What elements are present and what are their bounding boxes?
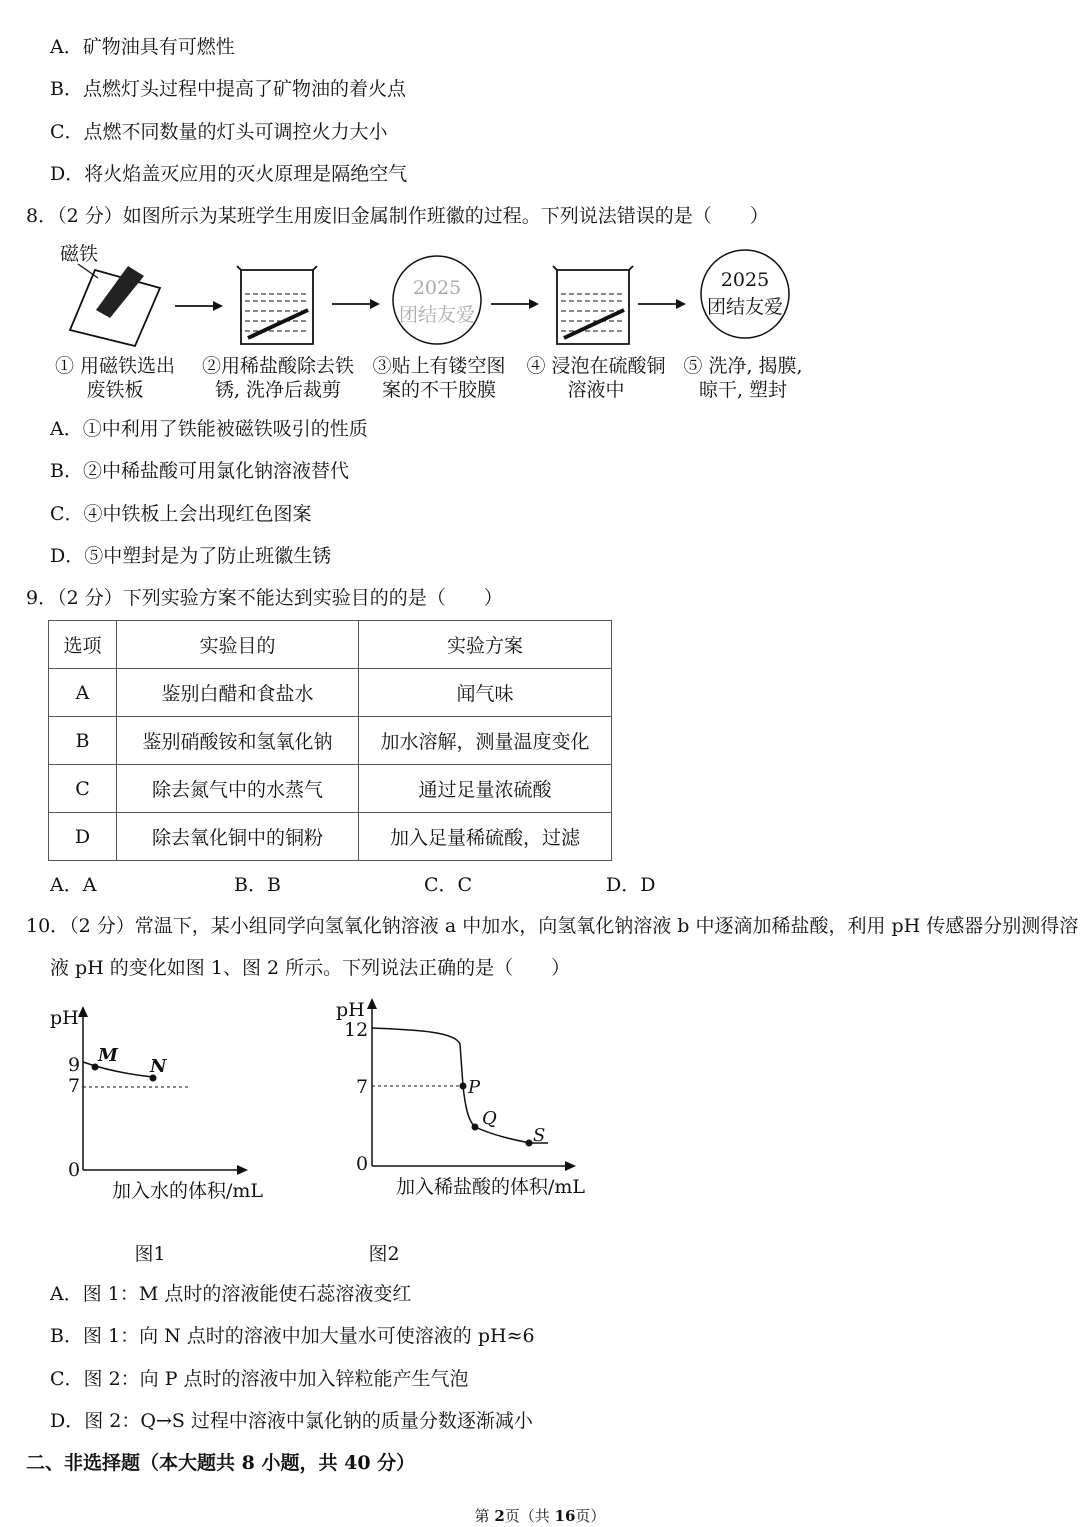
q10-stem-line1: 10．（2 分）常温下，某小组同学向氢氧化钠溶液 a 中加水，向氢氧化钠溶液 b 中逐滴加稀盐酸，利用 pH 传感器分别测得溶	[26, 915, 1079, 937]
q10-option-d: D．图 2：Q→S 过程中溶液中氯化钠的质量分数逐渐减小	[50, 1410, 533, 1432]
table-cell: 加水溶解，测量温度变化	[359, 717, 612, 765]
point-s	[526, 1140, 533, 1147]
x-axis-arrow	[565, 1161, 576, 1171]
y-axis-arrow	[367, 998, 377, 1009]
q10-option-c: C．图 2：向 P 点时的溶液中加入锌粒能产生气泡	[50, 1368, 469, 1390]
q9-table	[48, 620, 612, 861]
q8-option-c: C．④中铁板上会出现红色图案	[50, 503, 312, 525]
table-cell: C	[49, 765, 117, 813]
tick-label: 7	[356, 1076, 369, 1098]
figure-1-chart	[40, 1000, 280, 1210]
q8-process-diagram	[40, 238, 820, 358]
table-cell: B	[49, 717, 117, 765]
q8-step-3: ③贴上有镂空图 案的不干胶膜	[372, 355, 506, 401]
q8-option-b: B．②中稀盐酸可用氯化钠溶液替代	[50, 460, 349, 482]
table-header: 实验方案	[359, 621, 612, 669]
beaker-icon	[237, 266, 317, 344]
table-header-row	[49, 621, 612, 669]
q9-option-a: A．A	[50, 874, 97, 896]
table-header: 实验目的	[117, 621, 359, 669]
x-axis-arrow	[237, 1165, 248, 1175]
q8-step-4: ④ 浸泡在硫酸铜 溶液中	[526, 355, 666, 401]
y-axis-label: pH	[50, 1007, 79, 1029]
q7-option-a: A．矿物油具有可燃性	[50, 36, 235, 58]
table-row	[49, 813, 612, 861]
q8-step-1: ① 用磁铁选出 废铁板	[54, 355, 176, 401]
point-q-label: Q	[482, 1108, 497, 1129]
q8-option-a: A．①中利用了铁能被磁铁吸引的性质	[50, 418, 368, 440]
q9-stem: 9．（2 分）下列实验方案不能达到实验目的的是（ ）	[26, 587, 503, 609]
arrow-icon	[676, 299, 686, 309]
q10-option-a: A．图 1：M 点时的溶液能使石蕊溶液变红	[50, 1283, 412, 1305]
table-cell: 加入足量稀硫酸，过滤	[359, 813, 612, 861]
page-footer: 第 2页（共 16页）	[474, 1507, 606, 1525]
magnet-bar	[96, 266, 144, 318]
q8-option-d: D．⑤中塑封是为了防止班徽生锈	[50, 545, 332, 567]
q9-option-b: B．B	[234, 874, 281, 896]
x-axis-label: 加入稀盐酸的体积/mL	[396, 1176, 586, 1198]
x-axis-label: 加入水的体积/mL	[112, 1180, 264, 1202]
section-2-heading: 二、非选择题（本大题共 8 小题，共 40 分）	[26, 1452, 416, 1474]
badge-text: 团结友爱	[706, 296, 784, 318]
beaker-icon	[553, 266, 633, 344]
finished-badge	[701, 250, 789, 338]
magnet-label: 磁铁	[60, 243, 99, 265]
point-s-label: S	[533, 1125, 546, 1146]
q8-stem: 8．（2 分）如图所示为某班学生用废旧金属制作班徽的过程。下列说法错误的是（ ）	[26, 205, 769, 227]
q9-option-d: D．D	[606, 874, 656, 896]
table-cell: D	[49, 813, 117, 861]
table-cell: A	[49, 669, 117, 717]
tick-label: 7	[68, 1075, 81, 1097]
y-axis-arrow	[78, 1006, 88, 1017]
y-axis-label: pH	[336, 999, 365, 1021]
arrow-icon	[370, 299, 380, 309]
q9-option-c: C．C	[424, 874, 473, 896]
arrow-icon	[529, 299, 539, 309]
point-q	[472, 1124, 479, 1131]
table-cell: 通过足量浓硫酸	[359, 765, 612, 813]
badge-with-film	[393, 256, 481, 344]
figure-1-title: 图1	[134, 1243, 166, 1265]
q7-option-c: C．点燃不同数量的灯头可调控火力大小	[50, 121, 388, 143]
table-row	[49, 717, 612, 765]
table-header: 选项	[49, 621, 117, 669]
table-row	[49, 765, 612, 813]
q7-option-d: D．将火焰盖灭应用的灭火原理是隔绝空气	[50, 163, 408, 185]
tick-label: 0	[68, 1159, 81, 1181]
q7-option-b: B．点燃灯头过程中提高了矿物油的着火点	[50, 78, 406, 100]
q8-step-5: ⑤ 洗净, 揭膜, 晾干, 塑封	[683, 355, 803, 401]
badge-year: 2025	[720, 269, 770, 291]
table-cell: 鉴别硝酸铵和氢氧化钠	[117, 717, 359, 765]
point-n-label: N	[150, 1056, 167, 1077]
q10-option-b: B．图 1：向 N 点时的溶液中加大量水可使溶液的 pH≈6	[50, 1325, 535, 1347]
q10-stem-line2: 液 pH 的变化如图 1、图 2 所示。下列说法正确的是（ ）	[50, 957, 571, 979]
figure-2-title: 图2	[368, 1243, 400, 1265]
tick-label: 0	[356, 1153, 369, 1175]
table-cell: 除去氮气中的水蒸气	[117, 765, 359, 813]
tick-label: 9	[68, 1054, 81, 1076]
badge-text-faded: 团结友爱	[398, 304, 476, 326]
point-p	[460, 1083, 467, 1090]
q8-step-2: ②用稀盐酸除去铁 锈, 洗净后裁剪	[201, 355, 354, 401]
table-row	[49, 669, 612, 717]
point-p-label: P	[468, 1077, 481, 1098]
table-cell: 闻气味	[359, 669, 612, 717]
figure-2-chart	[330, 994, 600, 1204]
badge-year-faded: 2025	[412, 277, 462, 299]
table-cell: 除去氧化铜中的铜粉	[117, 813, 359, 861]
point-m-label: M	[98, 1045, 118, 1066]
table-cell: 鉴别白醋和食盐水	[117, 669, 359, 717]
arrow-icon	[213, 301, 223, 311]
tick-label: 12	[344, 1019, 369, 1041]
